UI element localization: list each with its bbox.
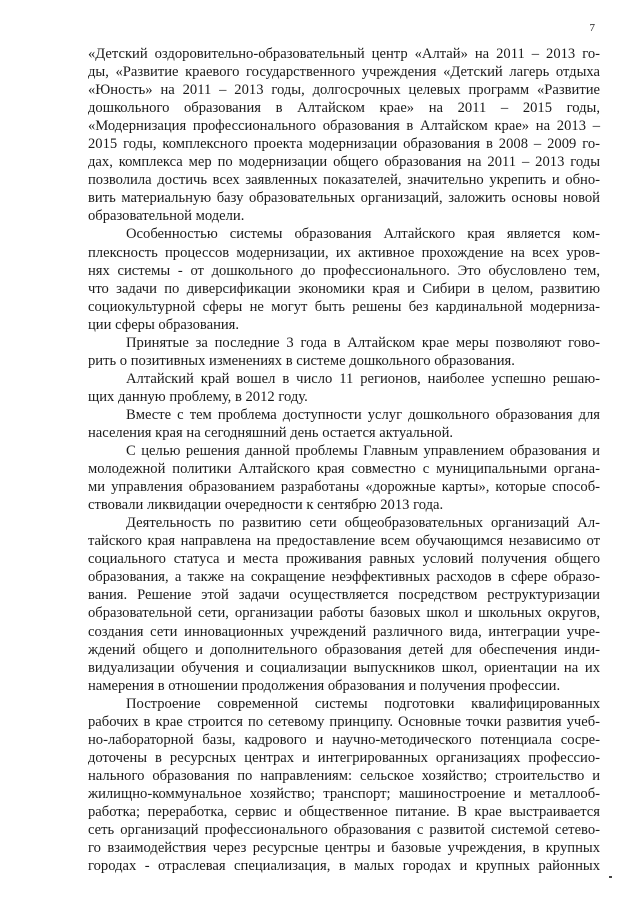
text-line: плексность процессов модернизации, их активное прохождение на всех уров- — [88, 244, 600, 261]
text-line: «Модернизация профессионального образования в Алтайском крае» на 2013 – — [88, 118, 600, 135]
document-body — [88, 45, 600, 875]
text-line: рабочих в крае строится по сетевому принципу. Основные точки развития учеб- — [88, 713, 600, 730]
text-line: намерения в отношении продолжения образования и получения профессии. — [88, 677, 561, 694]
text-line: доточены в ресурсных центрах и интегрированных организациях профессио- — [88, 749, 600, 766]
text-line: С целью решения данной проблемы Главным управлением образования и — [126, 443, 600, 460]
text-line: что задачи по диверсификации экономики края и Сибири в целом, развитию — [88, 280, 600, 297]
text-line: ды, «Развитие краевого государственного учреждения «Детский лагерь отдыха — [88, 64, 600, 81]
text-line: вить материальную базу образовательных организаций, заложить основы новой — [88, 190, 600, 207]
paragraph — [88, 225, 600, 333]
text-line: Построение современной системы подготовки квалифицированных — [126, 695, 600, 712]
text-line: вания. Решение этой задачи осуществляется посредством реструктуризации — [88, 587, 600, 604]
text-line: ми управления образованием разработаны «дорожные карты», которые способ- — [88, 479, 600, 496]
scan-mark — [609, 876, 612, 878]
paragraph — [88, 334, 600, 370]
text-line: ствовали ликвидации очередности к сентябрю 2013 года. — [88, 497, 444, 514]
text-line: но-лабораторной базы, кадрового и научно-методического потенциала сосре- — [88, 731, 600, 748]
text-line: жилищно-коммунальное хозяйство; транспорт; машиностроение и металлооб- — [88, 785, 600, 802]
text-line: позволила достичь всех заявленных показателей, значительно укрепить и обно- — [88, 172, 600, 189]
text-line: Особенностью системы образования Алтайского края является ком- — [126, 226, 600, 243]
text-line: тайского края направлена на предоставление всем обучающимся независимо от — [88, 533, 600, 550]
text-line: образовательной сети, организации работы базовых школ и школьных округов, — [88, 605, 600, 622]
text-line: социокультурной сферы не могут быть решены без кардинальной модерниза- — [88, 298, 600, 315]
text-line: рить о позитивных изменениях в системе дошкольного образования. — [88, 352, 515, 369]
text-line: видуализации обучения и социализации выпускников школ, ориентации на их — [88, 659, 600, 676]
text-line: ции сферы образования. — [88, 316, 240, 333]
text-line: го взаимодействия через ресурсные центры и базовые учреждения, в крупных — [88, 840, 600, 857]
text-line: населения края на сегодняшний день остается актуальной. — [88, 424, 454, 441]
text-line: Алтайский край вошел в число 11 регионов, наиболее успешно решаю- — [126, 370, 600, 387]
text-line: молодежной политики Алтайского края совместно с муниципальными органа- — [88, 461, 600, 478]
text-line: дошкольного образования в Алтайском крае» на 2011 – 2015 годы, — [88, 100, 600, 117]
paragraph — [88, 442, 600, 514]
paragraph — [88, 695, 600, 875]
text-line: городах - отраслевая специализация, в малых городах и крупных районных — [88, 858, 600, 875]
text-line: Принятые за последние 3 года в Алтайском крае меры позволяют гово- — [126, 334, 600, 351]
paragraph — [88, 370, 600, 406]
text-line: социального статуса и места проживания равных условий получения общего — [88, 551, 600, 568]
text-line: Вместе с тем проблема доступности услуг дошкольного образования для — [126, 406, 600, 423]
text-line: «Детский оздоровительно-образовательный центр «Алтай» на 2011 – 2013 го- — [88, 46, 600, 62]
text-line: сеть организаций профессионального образования с развитой системой сетево- — [88, 822, 600, 839]
paragraph — [88, 406, 600, 442]
text-line: щих данную проблему, в 2012 году. — [88, 388, 308, 405]
text-line: образования, а также на сокращение неэффективных расходов в сфере образо- — [88, 569, 600, 586]
page-number: 7 — [589, 22, 595, 34]
text-line: работка; переработка, сервис и общественное питание. В крае выстраивается — [88, 803, 600, 820]
text-line: образовательной модели. — [88, 208, 245, 225]
text-line: создания сети инновационных учреждений различного вида, интеграции учре- — [88, 623, 600, 640]
text-line: Деятельность по развитию сети общеобразовательных организаций Ал- — [126, 515, 600, 532]
text-line: 2015 годы, комплексного проекта модернизации образования в 2008 – 2009 го- — [88, 136, 600, 153]
text-line: ждений общего и дополнительного образования детей для обеспечения инди- — [88, 641, 600, 658]
paragraph — [88, 514, 600, 694]
text-line: «Юность» на 2011 – 2013 годы, долгосрочных целевых программ «Развитие — [88, 82, 600, 99]
text-line: нального образования по направлениям: сельское хозяйство; строительство и — [88, 767, 600, 784]
text-line: дах, комплекса мер по модернизации общего образования на 2011 – 2013 годы — [88, 154, 600, 171]
text-line: нях системы - от дошкольного до профессионального. Это обусловлено тем, — [88, 262, 600, 279]
paragraph — [88, 45, 600, 225]
